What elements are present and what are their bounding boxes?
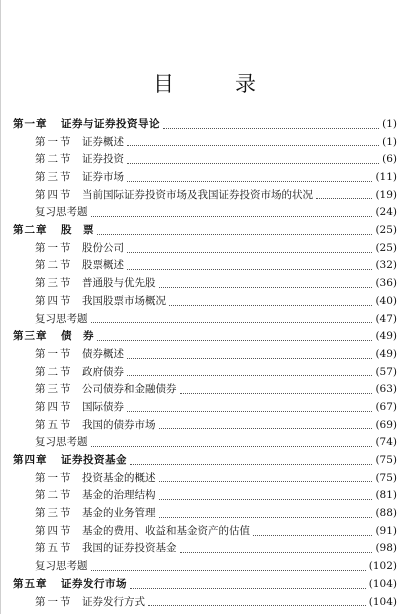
toc-review-row	[13, 311, 397, 329]
section-number: 第五节	[35, 418, 73, 431]
toc-entry-label	[35, 540, 177, 558]
entry-title: 债券概述	[82, 347, 124, 360]
toc-chapter-row	[13, 452, 397, 470]
entry-title: 复习思考题	[35, 560, 88, 573]
entry-title: 证券市场	[82, 171, 124, 184]
chapter-number: 第五章	[13, 577, 48, 590]
entry-title: 政府债券	[82, 365, 124, 378]
page-number: (88)	[375, 507, 397, 520]
dot-leader	[127, 410, 372, 412]
toc-section-row	[13, 487, 397, 505]
section-number: 第四节	[35, 524, 73, 537]
toc-review-row	[13, 434, 397, 452]
page-number: (98)	[375, 542, 397, 555]
toc-review-row	[13, 204, 397, 222]
toc-entry-label	[35, 134, 124, 152]
dot-leader	[127, 374, 372, 376]
section-number: 第四节	[35, 294, 73, 307]
dot-leader	[91, 445, 373, 447]
dot-leader	[253, 534, 372, 536]
toc-entry-label	[35, 434, 88, 452]
dot-leader	[97, 233, 372, 235]
dot-leader	[130, 587, 366, 589]
dot-leader	[127, 144, 379, 146]
section-number: 第二节	[35, 153, 73, 166]
toc-entry-label	[35, 293, 166, 311]
toc-entry-label	[35, 505, 156, 523]
toc-section-row	[13, 594, 397, 612]
page-number: (63)	[375, 383, 397, 396]
page-number: (11)	[375, 171, 397, 184]
entry-title: 基金的业务管理	[82, 507, 156, 520]
chapter-number: 第一章	[13, 117, 48, 130]
dot-leader	[169, 304, 372, 306]
section-number: 第三节	[35, 171, 73, 184]
dot-leader	[148, 604, 366, 606]
page-number: (32)	[375, 259, 397, 272]
page-number: (67)	[375, 400, 397, 413]
page-number: (49)	[375, 347, 397, 360]
toc-review-row	[13, 558, 397, 576]
toc-section-row	[13, 541, 397, 559]
toc-entry-label	[35, 381, 177, 399]
toc-section-row	[13, 275, 397, 293]
toc-entry-label	[35, 487, 156, 505]
dot-leader	[180, 392, 373, 394]
toc-chapter-row	[13, 576, 397, 594]
dot-leader	[159, 480, 373, 482]
section-number: 第二节	[35, 489, 73, 502]
entry-title: 我国的债券市场	[82, 418, 156, 431]
dot-leader	[180, 551, 373, 553]
entry-title: 复习思考题	[35, 312, 88, 325]
page-number: (1)	[382, 117, 397, 130]
toc-section-row	[13, 240, 397, 258]
toc-section-row	[13, 134, 397, 152]
page-number: (1)	[382, 135, 397, 148]
entry-title: 国际债券	[82, 400, 124, 413]
chapter-number: 第三章	[13, 330, 48, 343]
toc-entry-label	[13, 452, 127, 470]
dot-leader	[159, 427, 373, 429]
toc-section-row	[13, 151, 397, 169]
toc-entry-label	[35, 364, 124, 382]
entry-title: 债 券	[61, 330, 94, 343]
section-number: 第三节	[35, 507, 73, 520]
toc-entry-label	[35, 204, 88, 222]
dot-leader	[127, 357, 372, 359]
page-number: (40)	[375, 294, 397, 307]
toc-entry-label	[35, 558, 88, 576]
dot-leader	[159, 516, 373, 518]
toc-chapter-row	[13, 116, 397, 134]
entry-title: 我国的证券投资基金	[82, 542, 177, 555]
page-number: (24)	[375, 206, 397, 219]
dot-leader	[91, 321, 373, 323]
dot-leader	[130, 463, 372, 465]
dot-leader	[316, 197, 372, 199]
toc-section-row	[13, 505, 397, 523]
page-number: (91)	[375, 524, 397, 537]
toc-entry-label	[35, 417, 156, 435]
section-number: 第五节	[35, 542, 73, 555]
table-of-contents	[13, 116, 397, 611]
dot-leader	[159, 498, 373, 500]
section-number: 第一节	[35, 135, 73, 148]
entry-title: 公司债券和金融债券	[82, 383, 177, 396]
dot-leader	[91, 569, 366, 571]
page-number: (81)	[375, 489, 397, 502]
toc-entry-label	[13, 576, 127, 594]
page-number: (102)	[368, 560, 397, 573]
toc-section-row	[13, 169, 397, 187]
entry-title: 证券发行市场	[61, 577, 127, 590]
page-number: (19)	[375, 188, 397, 201]
page-number: (36)	[375, 277, 397, 290]
page-number: (104)	[368, 577, 397, 590]
page-number: (57)	[375, 365, 397, 378]
entry-title: 复习思考题	[35, 206, 88, 219]
page-number: (75)	[375, 454, 397, 467]
dot-leader	[127, 180, 372, 182]
page-number: (104)	[368, 595, 397, 608]
toc-section-row	[13, 187, 397, 205]
toc-entry-label	[35, 346, 124, 364]
toc-section-row	[13, 346, 397, 364]
entry-title: 复习思考题	[35, 436, 88, 449]
section-number: 第四节	[35, 400, 73, 413]
entry-title: 投资基金的概述	[82, 471, 156, 484]
dot-leader	[91, 215, 373, 217]
dot-leader	[127, 268, 372, 270]
section-number: 第一节	[35, 595, 73, 608]
toc-entry-label	[13, 222, 94, 240]
entry-title: 证券概述	[82, 135, 124, 148]
dot-leader	[127, 162, 379, 164]
section-number: 第二节	[35, 259, 73, 272]
section-number: 第一节	[35, 347, 73, 360]
chapter-number: 第四章	[13, 454, 48, 467]
toc-entry-label	[13, 116, 160, 134]
toc-section-row	[13, 523, 397, 541]
toc-section-row	[13, 293, 397, 311]
toc-section-row	[13, 381, 397, 399]
toc-entry-label	[35, 275, 156, 293]
toc-entry-label	[35, 470, 156, 488]
entry-title: 我国股票市场概况	[82, 294, 166, 307]
page-number: (49)	[375, 330, 397, 343]
entry-title: 当前国际证券投资市场及我国证券投资市场的状况	[82, 188, 313, 201]
toc-entry-label	[35, 151, 124, 169]
entry-title: 股份公司	[82, 241, 124, 254]
page-title: 目 录	[153, 72, 276, 96]
page-number: (74)	[375, 436, 397, 449]
entry-title: 股 票	[61, 224, 94, 237]
section-number: 第四节	[35, 188, 73, 201]
entry-title: 证券发行方式	[82, 595, 145, 608]
toc-entry-label	[35, 594, 145, 612]
dot-leader	[163, 127, 379, 129]
page-number: (6)	[382, 153, 397, 166]
entry-title: 证券投资基金	[61, 454, 127, 467]
entry-title: 普通股与优先股	[82, 277, 156, 290]
entry-title: 基金的治理结构	[82, 489, 156, 502]
entry-title: 证券与证券投资导论	[61, 117, 160, 130]
section-number: 第三节	[35, 277, 73, 290]
toc-entry-label	[35, 311, 88, 329]
chapter-number: 第二章	[13, 224, 48, 237]
toc-entry-label	[35, 187, 313, 205]
toc-entry-label	[35, 169, 124, 187]
toc-section-row	[13, 470, 397, 488]
toc-entry-label	[13, 328, 94, 346]
page-number: (25)	[375, 241, 397, 254]
toc-entry-label	[35, 399, 124, 417]
toc-section-row	[13, 364, 397, 382]
page-number: (75)	[375, 471, 397, 484]
toc-section-row	[13, 399, 397, 417]
toc-chapter-row	[13, 222, 397, 240]
page-number: (25)	[375, 224, 397, 237]
section-number: 第二节	[35, 365, 73, 378]
section-number: 第三节	[35, 383, 73, 396]
section-number: 第一节	[35, 471, 73, 484]
page-number: (47)	[375, 312, 397, 325]
entry-title: 基金的费用、收益和基金资产的估值	[82, 524, 250, 537]
entry-title: 证券投资	[82, 153, 124, 166]
dot-leader	[159, 286, 373, 288]
dot-leader	[127, 251, 372, 253]
toc-entry-label	[35, 257, 124, 275]
toc-chapter-row	[13, 328, 397, 346]
entry-title: 股票概述	[82, 259, 124, 272]
toc-section-row	[13, 258, 397, 276]
section-number: 第一节	[35, 241, 73, 254]
dot-leader	[97, 339, 372, 341]
toc-entry-label	[35, 240, 124, 258]
toc-entry-label	[35, 523, 250, 541]
page-number: (69)	[375, 418, 397, 431]
toc-section-row	[13, 417, 397, 435]
